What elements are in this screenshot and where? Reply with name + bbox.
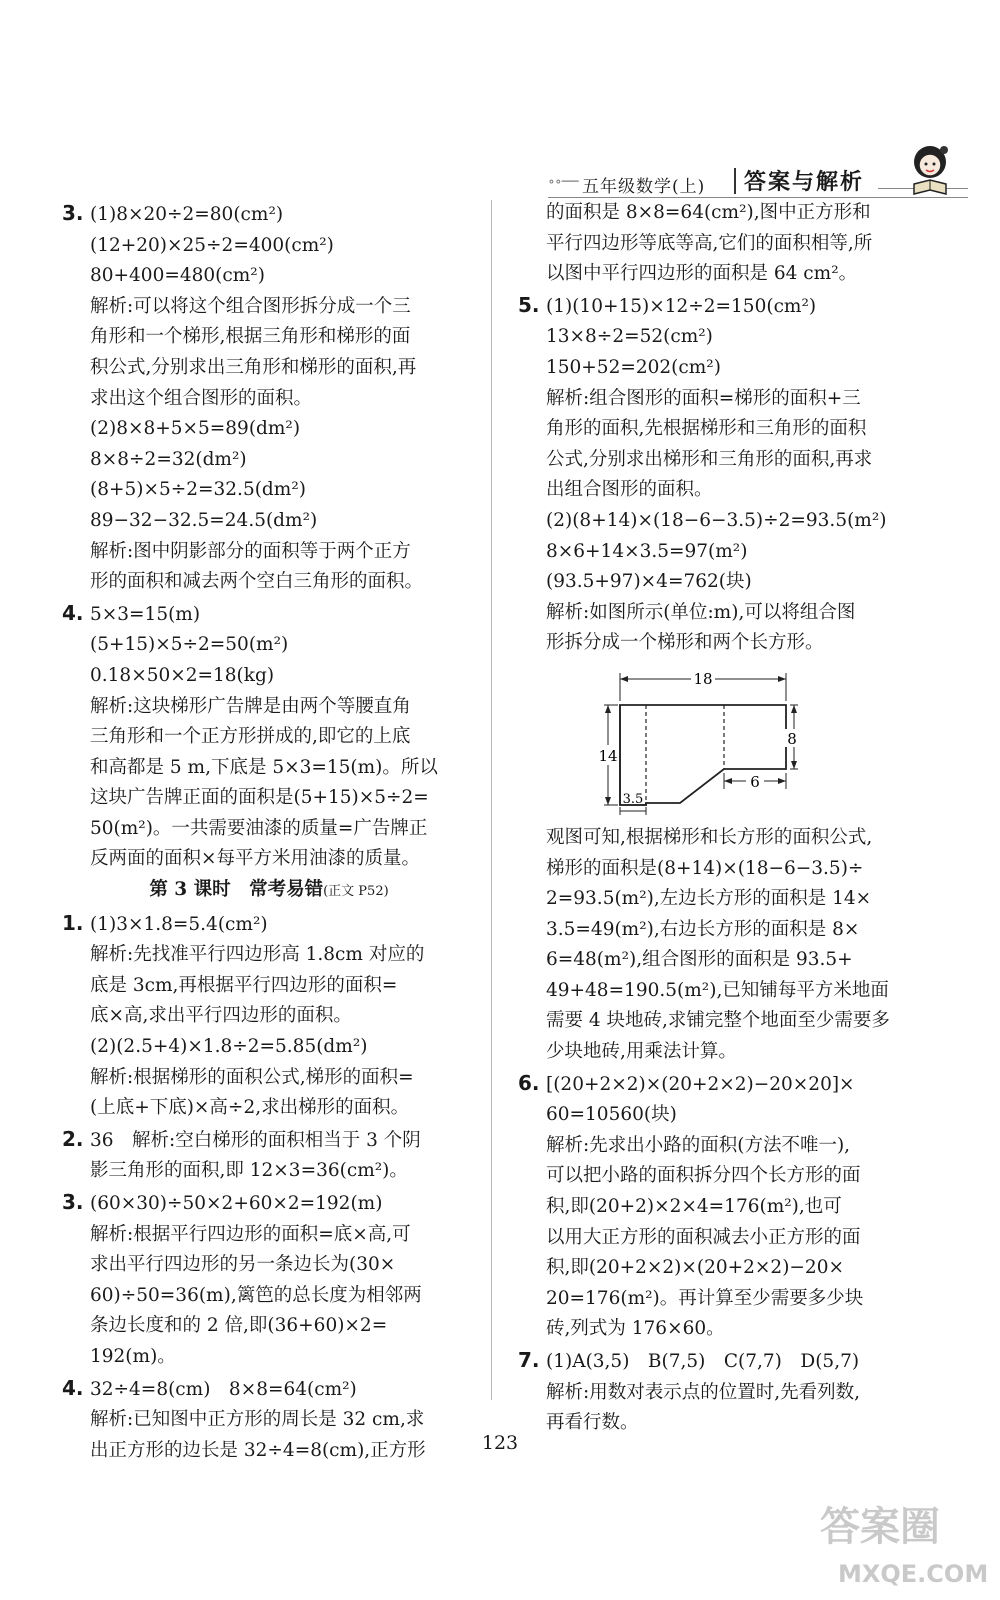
- text-line: [62, 971, 476, 1002]
- text-line: [518, 1378, 948, 1409]
- question-number: 4.: [62, 1375, 84, 1400]
- right-column-bottom: [518, 823, 948, 1439]
- line-text: 条边长度和的 2 倍,即(36+60)×2=: [90, 1315, 388, 1337]
- line-text: 再看行数。: [546, 1412, 639, 1434]
- text-line: [62, 567, 476, 598]
- text-line: [62, 445, 476, 476]
- line-text: 求出这个组合图形的面积。: [90, 387, 313, 409]
- decor-dots-icon: ∘∘──: [548, 174, 579, 190]
- line-text: (1)A(3,5) B(7,5) C(7,7) D(5,7): [546, 1351, 860, 1372]
- line-text: 6=48(m²),组合图形的面积是 93.5+: [546, 949, 853, 971]
- line-text: 积公式,分别求出三角形和梯形的面积,再: [90, 356, 417, 378]
- line-text: 以用大正方形的面积减去小正方形的面: [546, 1226, 861, 1248]
- text-line: [518, 1100, 948, 1131]
- text-line: [62, 908, 476, 941]
- text-line: [62, 1187, 476, 1220]
- question-number: 2.: [62, 1126, 84, 1151]
- section-title: 第 3 课时 常考易错: [149, 879, 324, 901]
- line-text: 50(m²)。一共需要油漆的质量=广告牌正: [90, 817, 428, 839]
- question-number: 3.: [62, 1190, 84, 1214]
- text-line: [62, 414, 476, 445]
- watermark-url: MXQE.COM: [838, 1560, 989, 1588]
- figure-label-bottom: 3.5: [622, 791, 644, 807]
- text-line: [518, 1284, 948, 1315]
- text-line: [62, 1063, 476, 1094]
- text-line: [518, 915, 948, 946]
- line-text: 梯形的面积是(8+14)×(18−6−3.5)÷: [546, 857, 864, 879]
- question-number: 4.: [62, 600, 84, 625]
- line-text: 公式,分别求出梯形和三角形的面积,再求: [546, 448, 873, 470]
- text-line: [62, 692, 476, 723]
- line-text: 解析:已知图中正方形的周长是 32 cm,求: [90, 1409, 425, 1431]
- line-text: 积,即(20+2)×2×4=176(m²),也可: [546, 1196, 842, 1218]
- column-divider: [491, 200, 492, 1400]
- line-text: 解析:先求出小路的面积(方法不唯一),: [546, 1134, 851, 1156]
- text-line: [518, 945, 948, 976]
- section-page-ref: (正文 P52): [323, 884, 389, 900]
- line-text: 解析:图中阴影部分的面积等于两个正方: [90, 540, 411, 562]
- question-number: 3.: [62, 201, 84, 225]
- text-line: [62, 1281, 476, 1312]
- line-text: 这块广告牌正面的面积是(5+15)×5÷2=: [90, 787, 429, 809]
- text-line: [62, 1373, 476, 1406]
- text-line: [518, 506, 948, 537]
- text-line: [518, 445, 948, 476]
- line-text: (5+15)×5÷2=50(m²): [90, 634, 289, 656]
- text-line: [62, 231, 476, 262]
- text-line: [62, 940, 476, 971]
- line-text: 解析:组合图形的面积=梯形的面积+三: [546, 387, 861, 409]
- figure-label-left: 14: [598, 746, 618, 765]
- text-line: [518, 823, 948, 854]
- line-text: 解析:先找准平行四边形高 1.8cm 对应的: [90, 944, 425, 966]
- line-text: (93.5+97)×4=762(块): [546, 571, 752, 593]
- text-line: [518, 1223, 948, 1254]
- question-number: 5.: [518, 292, 540, 317]
- text-line: [518, 976, 948, 1007]
- line-text: (1)8×20÷2=80(cm²): [90, 204, 284, 225]
- section-heading: [62, 875, 476, 908]
- text-line: [62, 384, 476, 415]
- right-column: [518, 198, 948, 1439]
- line-text: 三角形和一个正方形拼成的,即它的上底: [90, 726, 411, 748]
- line-text: (8+5)×5÷2=32.5(dm²): [90, 479, 306, 501]
- line-text: 形的面积和减去两个空白三角形的面积。: [90, 571, 424, 593]
- text-line: [62, 353, 476, 384]
- text-line: [518, 198, 948, 229]
- line-text: 底×高,求出平行四边形的面积。: [90, 1005, 352, 1027]
- text-line: [62, 661, 476, 692]
- text-line: [518, 475, 948, 506]
- text-line: [518, 1068, 948, 1101]
- line-text: 解析:用数对表示点的位置时,先看列数,: [546, 1381, 860, 1403]
- line-text: 5×3=15(m): [90, 603, 201, 625]
- text-line: [62, 783, 476, 814]
- line-text: 8×8÷2=32(dm²): [90, 448, 247, 470]
- text-line: [62, 1124, 476, 1157]
- line-text: 角形和一个梯形,根据三角形和梯形的面: [90, 326, 411, 348]
- text-line: [518, 1037, 948, 1068]
- text-line: [518, 259, 948, 290]
- line-text: 解析:根据平行四边形的面积=底×高,可: [90, 1223, 411, 1245]
- line-text: (2)(2.5+4)×1.8÷2=5.85(dm²): [90, 1036, 368, 1058]
- header-subtitle: 五年级数学(上): [582, 177, 706, 197]
- text-line: [518, 1131, 948, 1162]
- line-text: 的面积是 8×8=64(cm²),图中正方形和: [546, 202, 871, 223]
- line-text: [(20+2×2)×(20+2×2)−20×20]×: [546, 1073, 855, 1095]
- line-text: 13×8÷2=52(cm²): [546, 326, 713, 348]
- text-line: [518, 353, 948, 384]
- text-line: [62, 537, 476, 568]
- line-text: 解析:根据梯形的面积公式,梯形的面积=: [90, 1066, 414, 1088]
- text-line: [518, 628, 948, 659]
- line-text: 影三角形的面积,即 12×3=36(cm²)。: [90, 1160, 408, 1182]
- text-line: [518, 322, 948, 353]
- mascot-reader-icon: [900, 140, 970, 200]
- text-line: [518, 1006, 948, 1037]
- header-title: 答案与解析: [744, 170, 865, 195]
- line-text: 80+400=480(cm²): [90, 265, 265, 287]
- question-number: 7.: [518, 1348, 540, 1372]
- line-text: 出组合图形的面积。: [546, 479, 713, 501]
- text-line: [62, 1250, 476, 1281]
- text-line: [518, 567, 948, 598]
- text-line: [62, 598, 476, 631]
- text-line: [518, 1161, 948, 1192]
- question-number: 1.: [62, 910, 84, 935]
- line-text: 平行四边形等底等高,它们的面积相等,所: [546, 232, 873, 254]
- line-text: 砖,列式为 176×60。: [546, 1318, 725, 1340]
- line-text: (60×30)÷50×2+60×2=192(m): [90, 1193, 383, 1214]
- watermark-logo: 答案圈: [820, 1504, 940, 1550]
- line-text: 求出平行四边形的另一条边长为(30×: [90, 1254, 396, 1276]
- line-text: 需要 4 块地砖,求铺完整个地面至少需要多: [546, 1010, 890, 1032]
- line-text: 3.5=49(m²),右边长方形的面积是 8×: [546, 918, 860, 940]
- text-line: [518, 414, 948, 445]
- text-line: [518, 290, 948, 323]
- question-number: 6.: [518, 1070, 540, 1095]
- line-text: 出正方形的边长是 32÷4=8(cm),正方形: [90, 1439, 426, 1461]
- line-text: 可以把小路的面积拆分四个长方形的面: [546, 1165, 861, 1187]
- page-number: 123: [481, 1432, 519, 1454]
- line-text: 32÷4=8(cm) 8×8=64(cm²): [90, 1378, 357, 1400]
- line-text: 观图可知,根据梯形和长方形的面积公式,: [546, 826, 873, 848]
- line-text: 150+52=202(cm²): [546, 356, 721, 378]
- text-line: [62, 722, 476, 753]
- line-text: 49+48=190.5(m²),已知铺每平方米地面: [546, 979, 889, 1001]
- text-line: [62, 1342, 476, 1373]
- text-line: [518, 1314, 948, 1345]
- text-line: [518, 1253, 948, 1284]
- text-line: [62, 1156, 476, 1187]
- line-text: 36 解析:空白梯形的面积相当于 3 个阴: [90, 1129, 421, 1151]
- line-text: 少块地砖,用乘法计算。: [546, 1041, 737, 1063]
- line-text: 解析:可以将这个组合图形拆分成一个三: [90, 295, 411, 317]
- text-line: [518, 1192, 948, 1223]
- line-text: 8×6+14×3.5=97(m²): [546, 540, 748, 562]
- composite-shape-figure: [598, 665, 798, 815]
- figure-label-top: 18: [693, 669, 713, 688]
- text-line: [62, 753, 476, 784]
- text-line: [62, 1032, 476, 1063]
- text-line: [62, 475, 476, 506]
- line-text: 反两面的面积×每平方米用油漆的质量。: [90, 848, 421, 870]
- line-text: 和高都是 5 m,下底是 5×3=15(m)。所以: [90, 756, 438, 778]
- line-text: 解析:如图所示(单位:m),可以将组合图: [546, 601, 856, 623]
- line-text: (上底+下底)×高÷2,求出梯形的面积。: [90, 1097, 410, 1119]
- line-text: 角形的面积,先根据梯形和三角形的面积: [546, 418, 867, 440]
- line-text: (2)(8+14)×(18−6−3.5)÷2=93.5(m²): [546, 509, 887, 531]
- text-line: [62, 1220, 476, 1251]
- line-text: 89−32−32.5=24.5(dm²): [90, 509, 318, 531]
- line-text: (12+20)×25÷2=400(cm²): [90, 234, 334, 256]
- text-line: [62, 814, 476, 845]
- line-text: (1)3×1.8=5.4(cm²): [90, 913, 268, 935]
- text-line: [62, 844, 476, 875]
- text-line: [62, 261, 476, 292]
- line-text: 60=10560(块): [546, 1104, 677, 1126]
- line-text: (2)8×8+5×5=89(dm²): [90, 418, 301, 440]
- line-text: 20=176(m²)。再计算至少需要多少块: [546, 1287, 864, 1309]
- header-divider: [734, 168, 736, 194]
- text-line: [518, 598, 948, 629]
- text-line: [62, 1311, 476, 1342]
- line-text: 解析:这块梯形广告牌是由两个等腰直角: [90, 695, 411, 717]
- text-line: [518, 537, 948, 568]
- text-line: [518, 1345, 948, 1378]
- line-text: 192(m)。: [90, 1345, 176, 1367]
- text-line: [62, 322, 476, 353]
- text-line: [518, 384, 948, 415]
- text-line: [62, 1093, 476, 1124]
- text-line: [62, 1001, 476, 1032]
- text-line: [62, 198, 476, 231]
- figure-label-right: 8: [787, 729, 797, 748]
- text-line: [62, 506, 476, 537]
- text-line: [518, 854, 948, 885]
- text-line: [62, 292, 476, 323]
- left-column: [62, 198, 476, 1466]
- line-text: 底是 3cm,再根据平行四边形的面积=: [90, 974, 398, 996]
- text-line: [518, 884, 948, 915]
- figure-label-mid: 6: [750, 772, 760, 791]
- line-text: 积,即(20+2×2)×(20+2×2)−20×: [546, 1257, 844, 1279]
- text-line: [62, 630, 476, 661]
- line-text: 形拆分成一个梯形和两个长方形。: [546, 632, 824, 654]
- line-text: 0.18×50×2=18(kg): [90, 664, 275, 686]
- text-line: [518, 229, 948, 260]
- right-column-top: [518, 198, 948, 659]
- line-text: 60)÷50=36(m),篱笆的总长度为相邻两: [90, 1284, 422, 1306]
- line-text: 2=93.5(m²),左边长方形的面积是 14×: [546, 888, 872, 910]
- line-text: 以图中平行四边形的面积是 64 cm²。: [546, 263, 858, 285]
- line-text: (1)(10+15)×12÷2=150(cm²): [546, 295, 817, 317]
